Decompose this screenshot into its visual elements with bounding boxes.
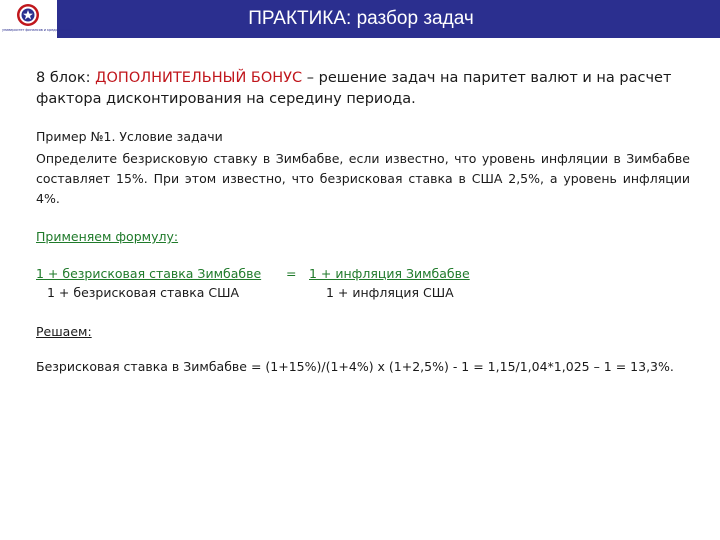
block-rest: – решение задач на паритет валют и на расчет фактора дисконтирования на середину периода.	[36, 70, 672, 107]
formula-right-denominator: 1 + инфляция США	[326, 285, 454, 300]
formula-right-numerator: 1 + инфляция Зимбабве	[309, 266, 470, 281]
example-body: Определите безрисковую ставку в Зимбабве, если известно, что уровень инфляции в Зимбабве составляет 15%. При этом известно, что безрисковая ставка в США 2,5%, а уровень инфляции 4%.	[36, 151, 690, 206]
header-bar	[0, 0, 720, 38]
formula-left-numerator: 1 + безрисковая ставка Зимбабве	[36, 266, 262, 281]
block-highlight: ДОПОЛНИТЕЛЬНЫЙ БОНУС	[95, 70, 303, 86]
solution-result: Безрисковая ставка в Зимбабве = (1+15%)/(1+4%) х (1+2,5%) - 1 = 1,15/1,04*1,025 – 1 = 13,3%.	[36, 359, 674, 374]
university-emblem-icon	[16, 3, 40, 27]
logo-caption: университет финансов и кредитования	[2, 28, 72, 32]
logo	[0, 0, 72, 38]
apply-formula-label: Применяем формулу:	[36, 229, 179, 244]
formula	[36, 264, 690, 308]
block-heading	[36, 68, 690, 110]
solve-label: Решаем:	[36, 324, 92, 339]
page-title: ПРАКТИКА: разбор задач	[248, 8, 474, 29]
formula-left-denominator: 1 + безрисковая ставка США	[47, 285, 240, 300]
example-title: Пример №1. Условие задачи	[36, 129, 223, 144]
block-prefix: 8 блок:	[36, 70, 96, 86]
formula-equals: =	[286, 266, 297, 281]
